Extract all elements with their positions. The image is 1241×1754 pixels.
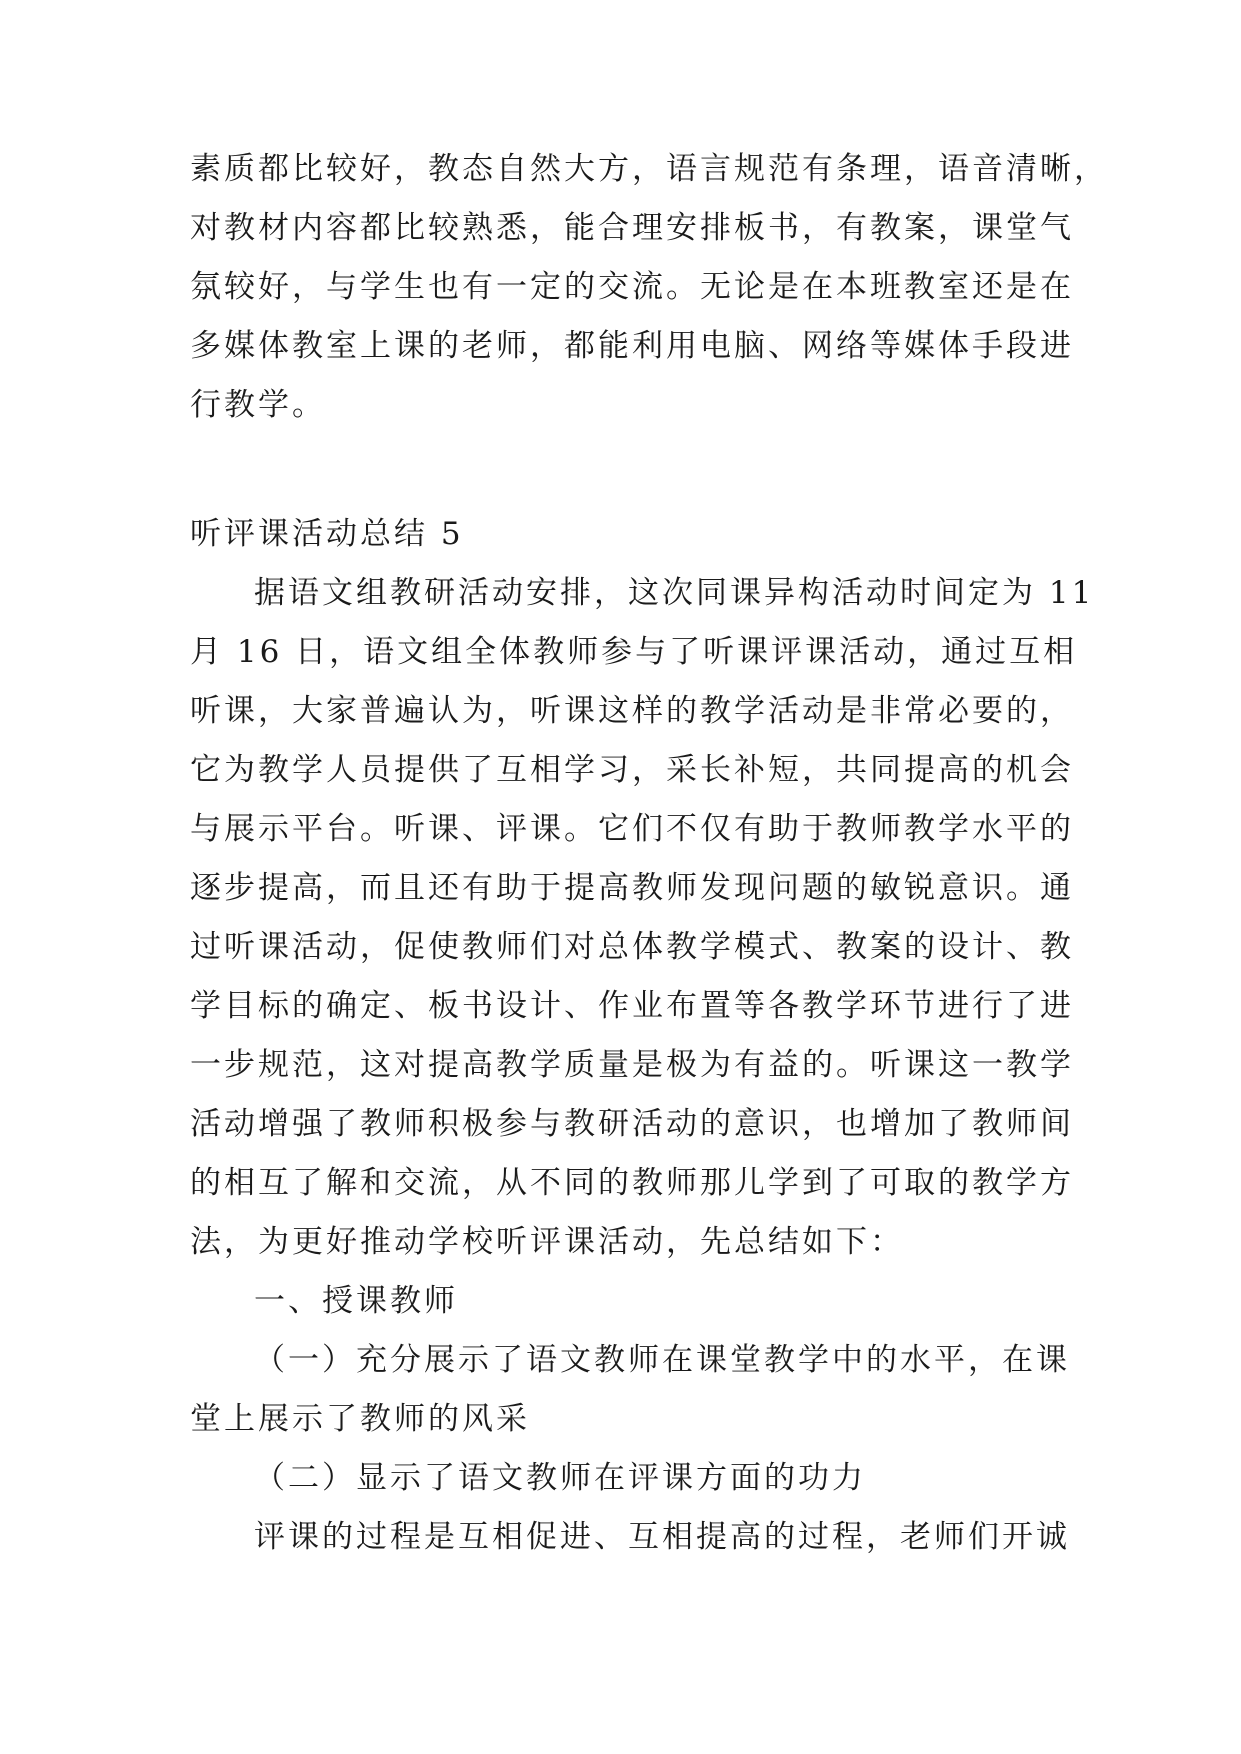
text-line: 对教材内容都比较熟悉，能合理安排板书，有教案，课堂气 bbox=[190, 210, 1074, 246]
text-line: 它为教学人员提供了互相学习，采长补短，共同提高的机会 bbox=[190, 752, 1074, 788]
section-title: 听评课活动总结 5 bbox=[190, 516, 464, 552]
text-line: 与展示平台。听课、评课。它们不仅有助于教师教学水平的 bbox=[190, 811, 1074, 847]
text-line: 过听课活动，促使教师们对总体教学模式、教案的设计、教 bbox=[190, 929, 1074, 965]
text-line: 听课，大家普遍认为，听课这样的教学活动是非常必要的， bbox=[190, 693, 1074, 729]
section-body bbox=[190, 564, 1095, 1567]
text-line: 法，为更好推动学校听评课活动，先总结如下： bbox=[190, 1224, 904, 1260]
text-line: （二）显示了语文教师在评课方面的功力 bbox=[254, 1460, 866, 1496]
text-line: 多媒体教室上课的老师，都能利用电脑、网络等媒体手段进 bbox=[190, 328, 1074, 364]
continued-paragraph bbox=[190, 140, 1108, 435]
text-line: 堂上展示了教师的风采 bbox=[190, 1401, 530, 1437]
text-line: 学目标的确定、板书设计、作业布置等各教学环节进行了进 bbox=[190, 988, 1074, 1024]
text-line: 月 16 日，语文组全体教师参与了听课评课活动，通过互相 bbox=[190, 634, 1078, 670]
text-line: 素质都比较好，教态自然大方，语言规范有条理，语音清晰， bbox=[190, 151, 1108, 187]
subheading-line: 一、授课教师 bbox=[254, 1283, 458, 1319]
text-line: 活动增强了教师积极参与教研活动的意识，也增加了教师间 bbox=[190, 1106, 1074, 1142]
text-line: 氛较好，与学生也有一定的交流。无论是在本班教室还是在 bbox=[190, 269, 1074, 305]
text-line: 评课的过程是互相促进、互相提高的过程，老师们开诚 bbox=[254, 1519, 1070, 1555]
text-line: 一步规范，这对提高教学质量是极为有益的。听课这一教学 bbox=[190, 1047, 1074, 1083]
text-line: 逐步提高，而且还有助于提高教师发现问题的敏锐意识。通 bbox=[190, 870, 1074, 906]
text-line: （一）充分展示了语文教师在课堂教学中的水平，在课 bbox=[254, 1342, 1070, 1378]
text-line: 据语文组教研活动安排，这次同课异构活动时间定为 11 bbox=[254, 575, 1095, 611]
text-line: 的相互了解和交流，从不同的教师那儿学到了可取的教学方 bbox=[190, 1165, 1074, 1201]
text-line: 行教学。 bbox=[190, 387, 326, 423]
